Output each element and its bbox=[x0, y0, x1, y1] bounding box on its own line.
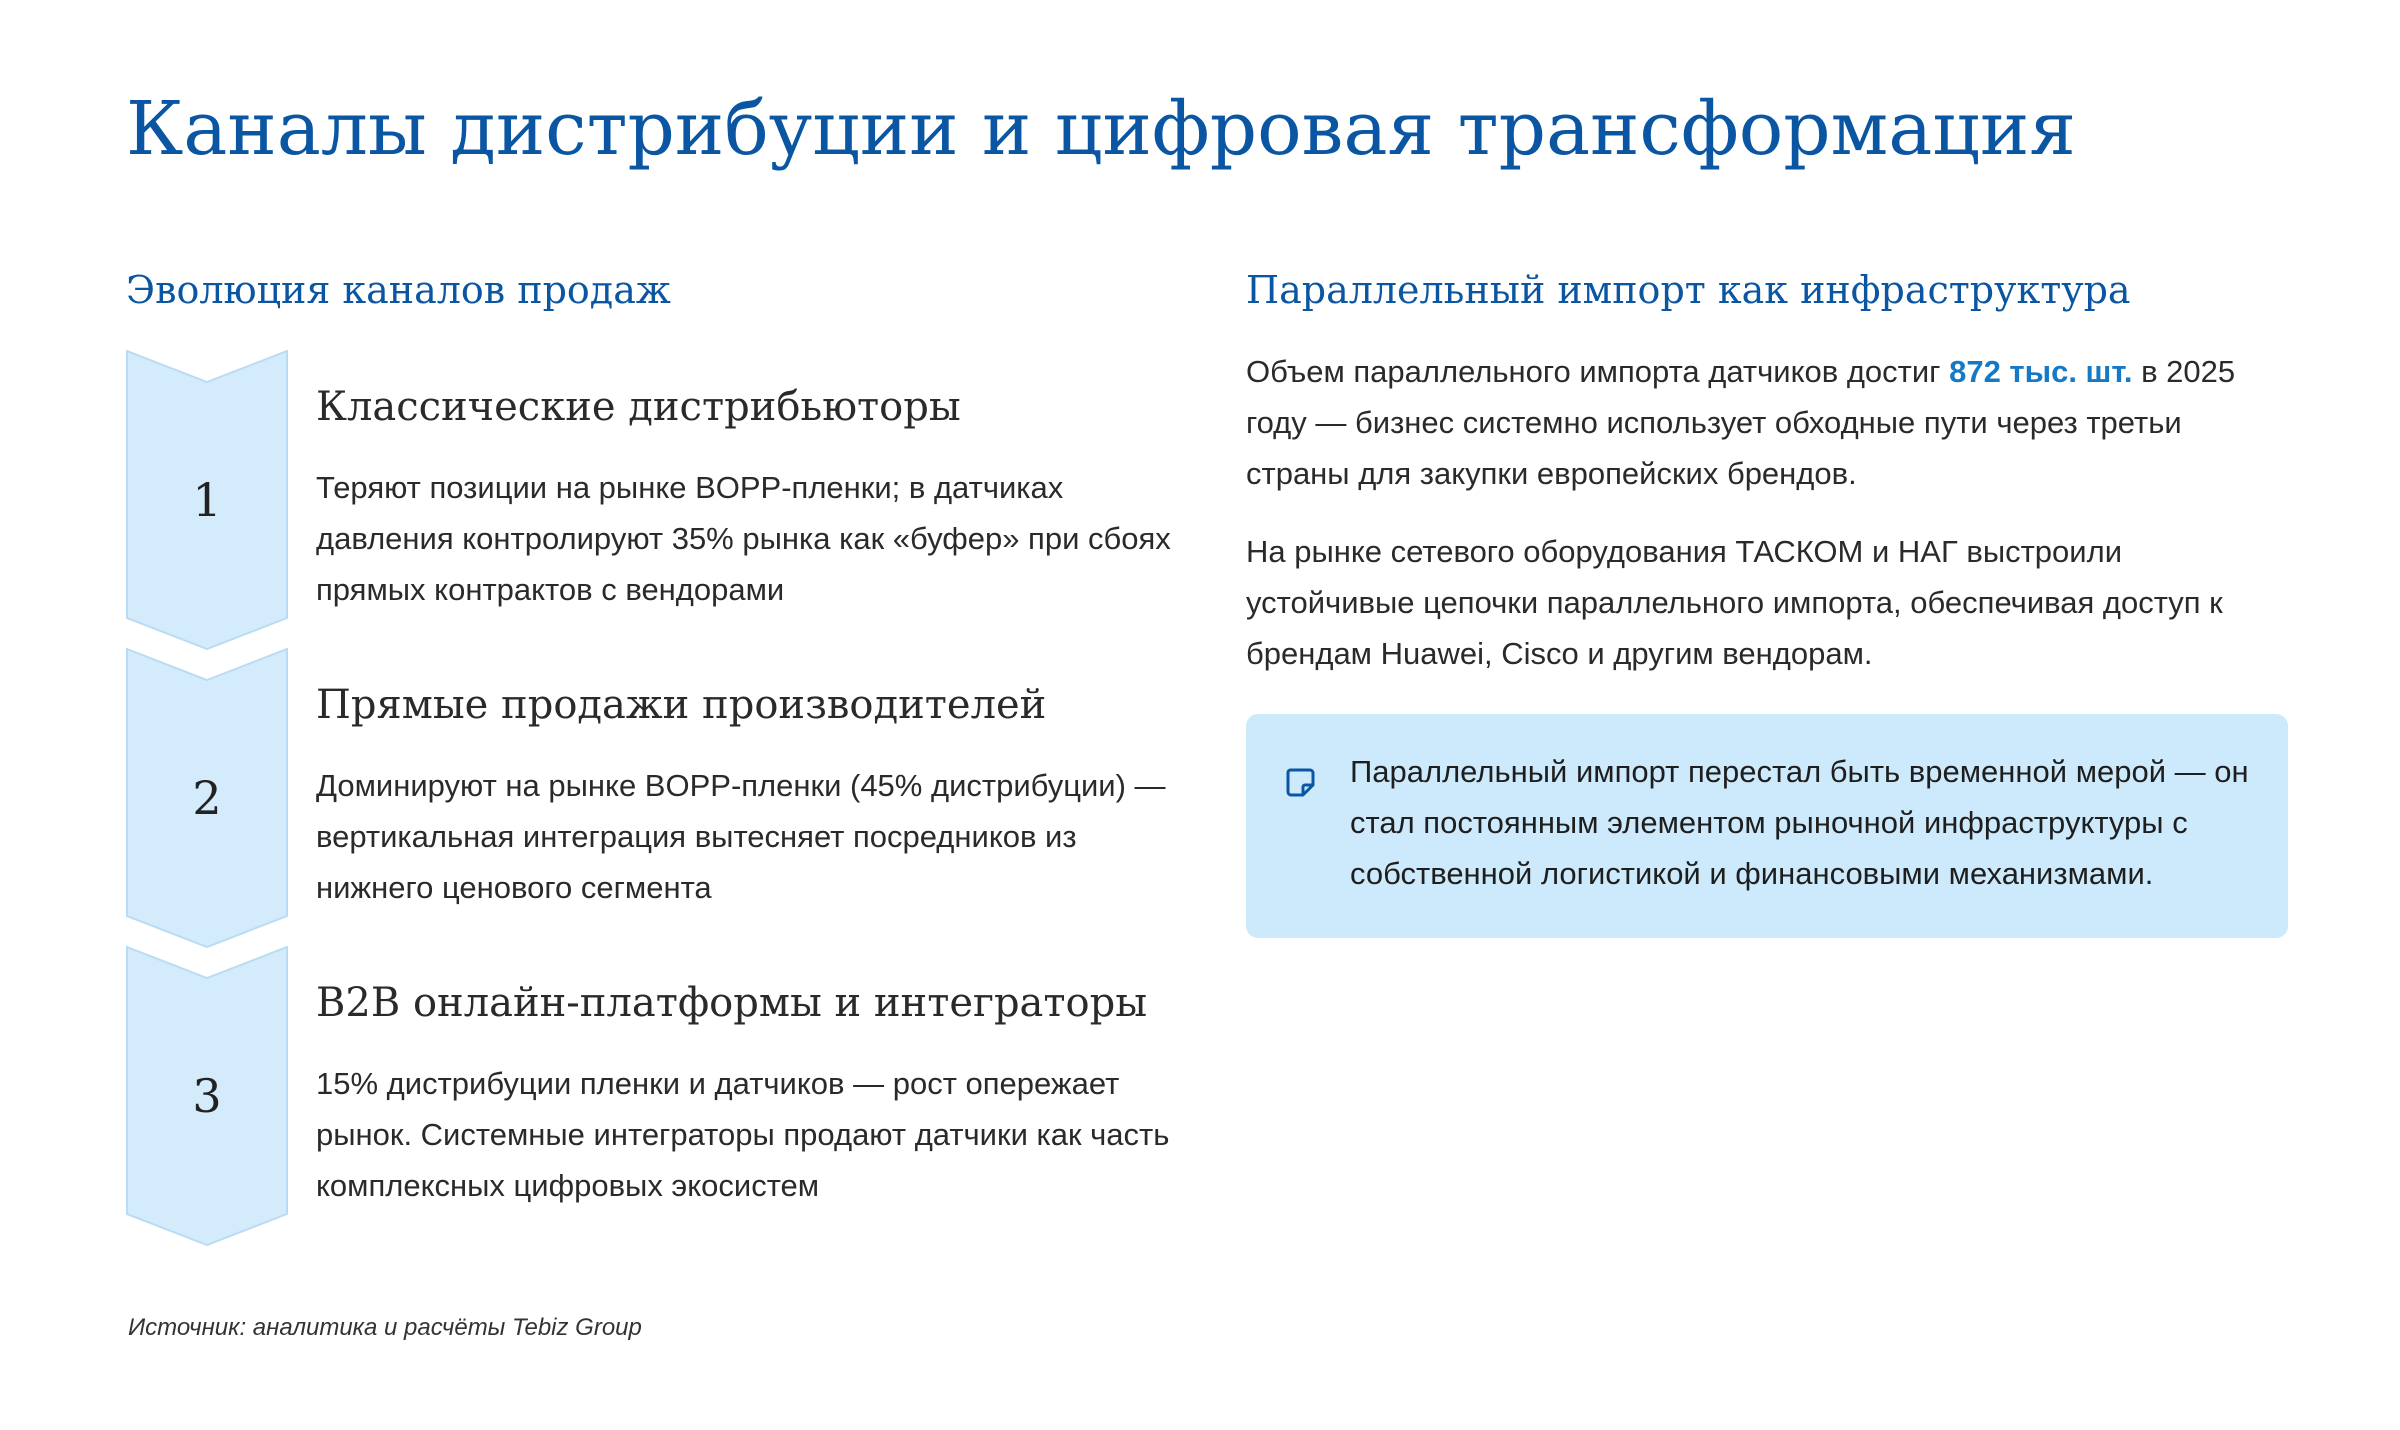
channel-step-2 bbox=[126, 648, 1186, 948]
step-description: Теряют позиции на рынке BOPP-пленки; в датчиках давления контролируют 35% рынка как «буфер» при сбоях прямых контрактов с вендорами bbox=[316, 470, 1171, 607]
step-description: 15% дистрибуции пленки и датчиков — рост опережает рынок. Системные интеграторы продают датчики как часть комплексных цифровых экосистем bbox=[316, 1066, 1170, 1203]
step-title: Прямые продажи производителей bbox=[316, 682, 1047, 728]
note-icon bbox=[1284, 766, 1316, 798]
step-title: B2B онлайн-платформы и интеграторы bbox=[316, 980, 1148, 1026]
callout-text: Параллельный импорт перестал быть временной мерой — он стал постоянным элементом рыночной инфраструктуры с собственной логистикой и финансовыми механизмами. bbox=[1350, 754, 2249, 891]
page-title: Каналы дистрибуции и цифровая трансформация bbox=[126, 86, 2076, 172]
source-note: Источник: аналитика и расчёты Tebiz Group bbox=[128, 1314, 642, 1341]
channel-step-1 bbox=[126, 350, 1186, 650]
step-description: Доминируют на рынке BOPP-пленки (45% дистрибуции) — вертикальная интеграция вытесняет посредников из нижнего ценового сегмента bbox=[316, 768, 1166, 905]
paragraph-text: в 2025 году — бизнес системно использует обходные пути через третьи страны для закупки европейских брендов. bbox=[1246, 354, 2236, 491]
callout-box bbox=[1246, 714, 2288, 938]
sales-channels-heading: Эволюция каналов продаж bbox=[126, 268, 671, 312]
channel-step-3 bbox=[126, 946, 1186, 1246]
step-number: 1 bbox=[192, 473, 222, 527]
step-title: Классические дистрибьюторы bbox=[316, 384, 961, 430]
step-number: 3 bbox=[192, 1069, 222, 1123]
parallel-import-heading: Параллельный импорт как инфраструктура bbox=[1246, 268, 2131, 312]
paragraph-text: Объем параллельного импорта датчиков достиг bbox=[1246, 354, 1950, 389]
import-volume-highlight: 872 тыс. шт. bbox=[1949, 354, 2133, 389]
parallel-import-paragraph bbox=[1246, 346, 2286, 499]
network-equipment-paragraph: На рынке сетевого оборудования ТАСКОМ и НАГ выстроили устойчивые цепочки параллельного импорта, обеспечивая доступ к брендам Huawei, Cisco и другим вендорам. bbox=[1246, 534, 2223, 671]
step-number: 2 bbox=[192, 771, 222, 825]
